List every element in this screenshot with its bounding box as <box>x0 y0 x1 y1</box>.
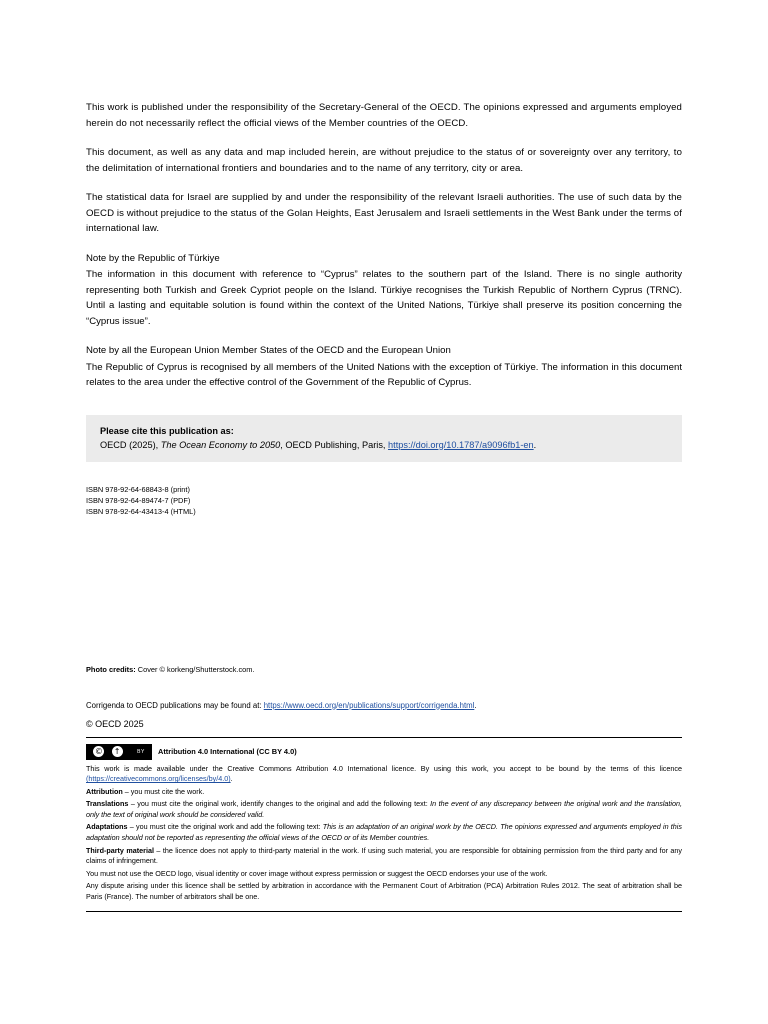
disclaimer-paragraph-3: The statistical data for Israel are supplied by and under the responsibility of the relevant Israeli authorities. The use of such data by the OECD is without prejudice to the status of the Golan Heights, East Jerusalem and Israeli settlements in the West Bank under the terms of international law. <box>86 192 682 234</box>
license-attribution-term: Attribution <box>86 786 123 796</box>
license-attribution-text: – you must cite the work. <box>122 786 205 796</box>
citation-suffix: , OECD Publishing, Paris, <box>280 439 389 450</box>
disclaimer-paragraph-1: This work is published under the responsibility of the Secretary-General of the OECD. The opinions expressed and arguments employed herein do not necessarily reflect the official views of the Member countries of the OECD. <box>86 102 682 129</box>
license-translations-text: – you must cite the original work, identify changes to the original and add the following text: <box>128 799 431 809</box>
license-intro <box>86 764 682 785</box>
citation-line <box>100 440 668 450</box>
citation-box <box>86 415 682 462</box>
corrigenda-line <box>86 700 682 712</box>
photo-credits-label: Photo credits: <box>86 664 136 674</box>
divider-top <box>86 737 682 738</box>
citation-end: . <box>533 439 537 450</box>
corrigenda-prefix: Corrigenda to OECD publications may be found at: <box>86 700 264 710</box>
note-turkiye-body: The information in this document with reference to “Cyprus” relates to the southern part of the Island. There is no single authority representing both Turkish and Greek Cypriot people on the Island. Türkiye recognises the Turkish Republic of Northern Cyprus (TRNC). Until a lasting and equitable solution is found within the context of the United Nations, Türkiye shall preserve its position concerning the “Cyprus issue”. <box>86 269 682 327</box>
license-third-party <box>86 846 682 867</box>
license-heading: Attribution 4.0 International (CC BY 4.0) <box>158 747 297 756</box>
citation-title: Please cite this publication as: <box>100 425 234 436</box>
corrigenda-suffix: . <box>474 700 477 710</box>
license-third-party-text: – the licence does not apply to third-party material in the work. If using such material, you are responsible for obtaining permission from the third party and for any claims of infringement. <box>86 845 682 866</box>
isbn-block <box>86 484 682 517</box>
disclaimer-paragraph-2: This document, as well as any data and map included herein, are without prejudice to the status of or sovereignty over any territory, to the delimitation of international frontiers and boundaries and to the name of any territory, city or area. <box>86 147 682 174</box>
license-adaptations-italic: This is an adaptation of an original work by the OECD. The opinions expressed and arguments employed in this adaptation should not be reported as representing the official views of the OECD or of its Member countries. <box>86 822 682 843</box>
citation-prefix: OECD (2025), <box>100 439 161 450</box>
license-translations <box>86 799 682 820</box>
license-translations-term: Translations <box>86 799 129 809</box>
copyright-line: © OECD 2025 <box>86 718 144 729</box>
creative-commons-icon: © ↑ BY <box>86 744 152 760</box>
note-eu-heading: Note by all the European Union Member States of the OECD and the European Union <box>86 345 451 356</box>
note-eu-body: The Republic of Cyprus is recognised by all members of the United Nations with the exception of Türkiye. The information in this document relates to the area under the effective control of the Government of the Republic of Cyprus. <box>86 361 682 388</box>
license-intro-end: . <box>230 774 233 784</box>
citation-work-title: The Ocean Economy to 2050 <box>160 439 281 450</box>
license-intro-text: This work is made available under the Creative Commons Attribution 4.0 International licence. By using this work, you accept to be bound by the terms of this licence <box>86 763 682 773</box>
corrigenda-link[interactable]: https://www.oecd.org/en/publications/support/corrigenda.html <box>263 700 475 710</box>
license-header-row <box>86 744 682 760</box>
license-third-party-term: Third-party material <box>86 845 154 855</box>
license-adaptations <box>86 822 682 843</box>
license-attribution <box>86 787 682 798</box>
photo-credits <box>86 665 682 674</box>
isbn-print: ISBN 978-92-64-68843-8 (print) <box>86 484 190 494</box>
note-turkiye-heading: Note by the Republic of Türkiye <box>86 252 220 264</box>
license-adaptations-term: Adaptations <box>86 822 128 832</box>
isbn-pdf: ISBN 978-92-64-89474-7 (PDF) <box>86 495 191 505</box>
divider-bottom <box>86 911 682 912</box>
license-arbitration-clause: Any dispute arising under this licence shall be settled by arbitration in accordance with the Permanent Court of Arbitration (PCA) Arbitration Rules 2012. The seat of arbitration shall be Paris (France). The number of arbitrators shall be one. <box>86 881 682 902</box>
isbn-html: ISBN 978-92-64-43413-4 (HTML) <box>86 506 196 516</box>
license-logo-clause: You must not use the OECD logo, visual identity or cover image without express permission or suggest the OECD endorses your use of the work. <box>86 868 548 878</box>
photo-credits-text: Cover © korkeng/Shutterstock.com. <box>135 664 255 674</box>
license-translations-italic: In the event of any discrepancy between the original work and the translation, only the text of original work should be considered valid. <box>86 799 683 819</box>
citation-doi-link[interactable]: https://doi.org/10.1787/a9096fb1-en <box>388 439 534 450</box>
cc-by-label: BY <box>130 744 152 760</box>
license-adaptations-text: – you must cite the original work and add the following text: <box>127 822 323 832</box>
license-url-link[interactable]: (https://creativecommons.org/licenses/by/4.0) <box>86 774 231 784</box>
